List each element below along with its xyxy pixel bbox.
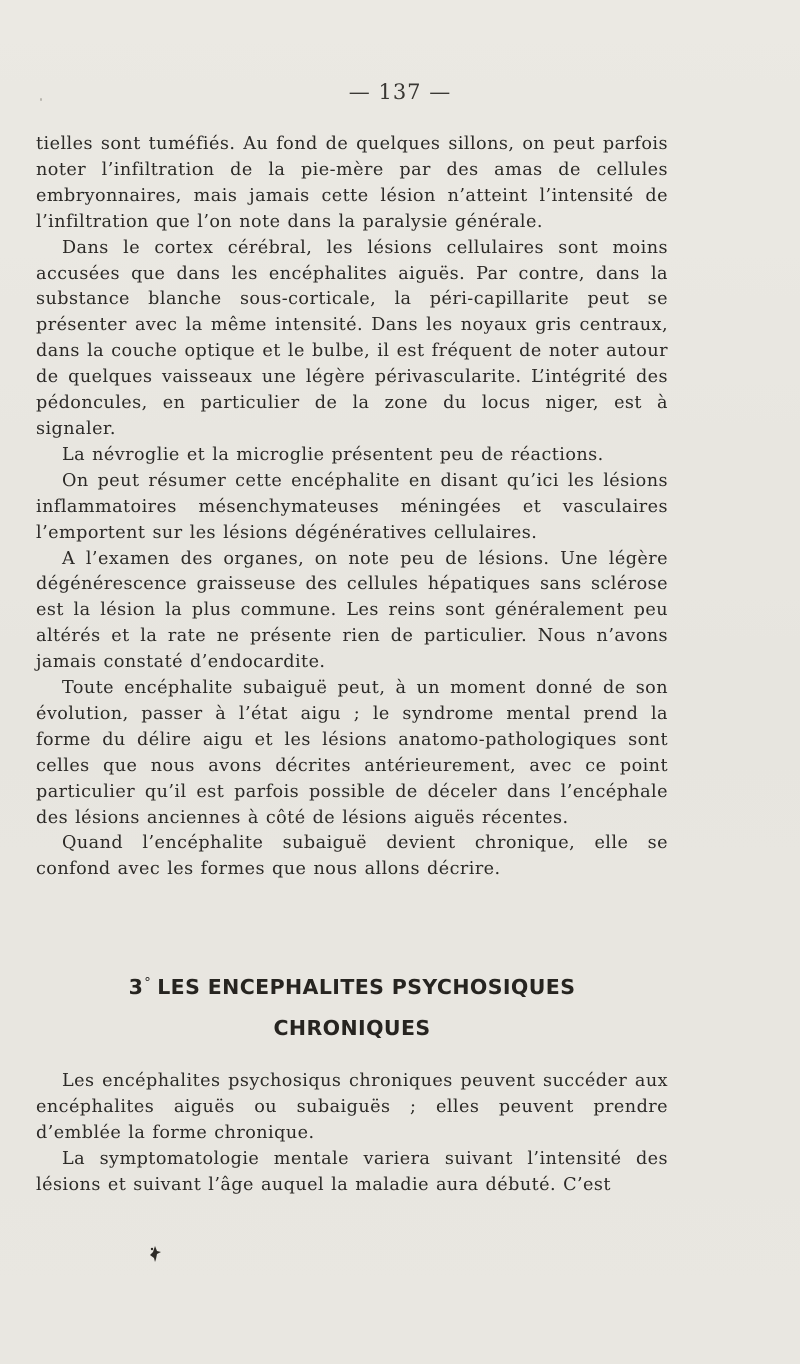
section-heading <box>36 975 668 999</box>
section-heading-line-1: LES ENCEPHALITES PSYCHOSIQUES <box>157 975 576 999</box>
paragraph-organes: A l’examen des organes, on note peu de lésions. Une légère dégénérescence graisseuse des cellules hépatiques sans sclérose est la lésion la plus commune. Les reins sont généralement peu altérés et la rate ne présente rien de particulier. Nous n’avons jamais constaté d’endocardite. <box>36 548 668 673</box>
fleuron-icon <box>148 1246 162 1262</box>
section-heading-number: 3 <box>128 975 144 999</box>
paragraph-symptomatologie: La symptomatologie mentale variera suivant l’intensité des lésions et suivant l’âge auquel la maladie aura débuté. C’est <box>36 1148 668 1195</box>
section-heading-degree: ° <box>144 976 152 991</box>
section-heading-continued <box>36 1016 668 1040</box>
paragraph-intro-chroniques: Les encéphalites psychosiqus chroniques peuvent succéder aux encéphalites aiguës ou subaiguës ; elles peuvent prendre d’emblée la forme chronique. <box>36 1071 668 1143</box>
paragraph-chronique: Quand l’encéphalite subaiguë devient chronique, elle se confond avec les formes que nous allons décrire. <box>36 833 668 880</box>
paragraph-nevroglie: La névroglie et la microglie présentent peu de réactions. <box>62 444 604 465</box>
page-number: — 137 — <box>348 80 452 104</box>
paragraph-subaigue: Toute encéphalite subaiguë peut, à un moment donné de son évolution, passer à l’état aigu ; le syndrome mental prend la forme du délire aigu et les lésions anatomo-pathologiques sont celles que nous avons décrites antérieurement, avec ce point particulier qu’il est parfois possible de déceler dans l’encéphale des lésions anciennes à côté de lésions aiguës récentes. <box>36 678 668 828</box>
paragraph-continuation: tielles sont tuméfiés. Au fond de quelques sillons, on peut parfois noter l’infiltration de la pie-mère par des amas de cellules embryonnaires, mais jamais cette lésion n’atteint l’intensité de l’infiltration que l’on note dans la paralysie générale. <box>36 134 668 232</box>
paragraph-resume: On peut résumer cette encéphalite en disant qu’ici les lésions inflammatoires mésenchymateuses méningées et vasculaires l’emportent sur les lésions dégénératives cellulaires. <box>36 470 668 543</box>
section-heading-line-2: CHRONIQUES <box>273 1016 431 1040</box>
body-text-section-2 <box>36 1069 668 1199</box>
paragraph-cortex: Dans le cortex cérébral, les lésions cellulaires sont moins accusées que dans les encéphalites aiguës. Par contre, dans la substance blanche sous-corticale, la péri-capillarite peut se présenter avec la même intensité. Dans les noyaux gris centraux, dans la couche optique et le bulbe, il est fréquent de noter autour de quelques vaisseaux une légère périvascularite. L’intégrité des pédoncules, en particulier de la zone du locus niger, est à signaler. <box>36 237 668 439</box>
body-text-section-1 <box>36 132 668 883</box>
